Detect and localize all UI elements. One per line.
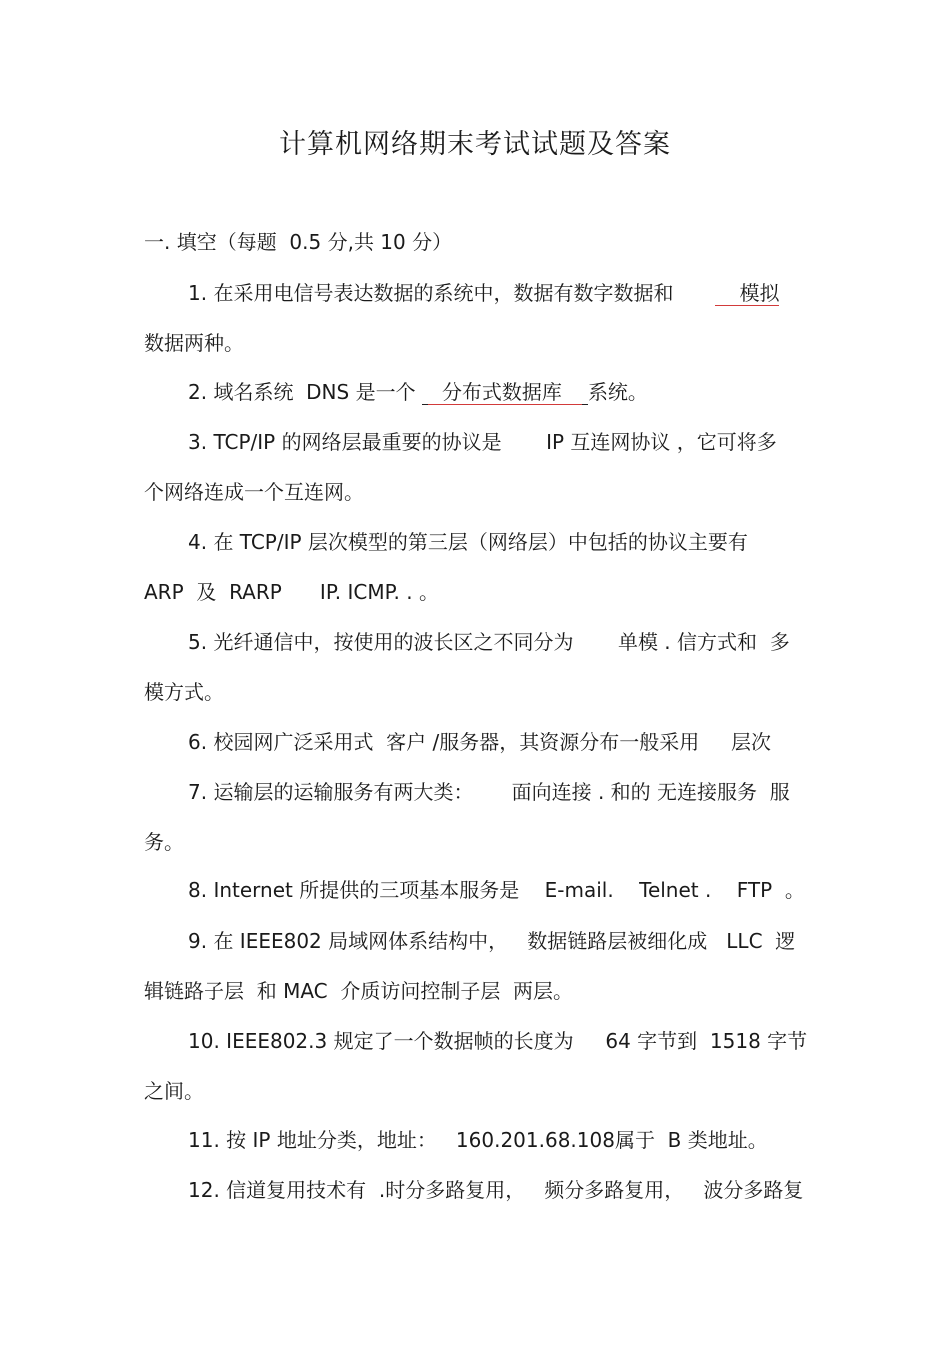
question-7-line-2: 务。 <box>144 830 184 854</box>
question-9-line-1: 9. 在 IEEE802 局域网体系结构中， 数据链路层被细化成 LLC 逻 <box>188 929 796 953</box>
question-6-line-1: 6. 校园网广泛采用式 客户 /服务器，其资源分布一般采用 层次 <box>188 730 772 754</box>
question-4-line-1: 4. 在 TCP/IP 层次模型的第三层（网络层）中包括的协议主要有 <box>188 530 748 554</box>
question-7-line-1: 7. 运输层的运输服务有两大类： 面向连接 . 和的 无连接服务 服 <box>188 780 790 804</box>
question-3-line-1: 3. TCP/IP 的网络层最重要的协议是 IP 互连网协议 ，它可将多 <box>188 430 777 454</box>
question-1-line-2: 数据两种。 <box>144 331 244 355</box>
question-3-line-2: 个网络连成一个互连网。 <box>144 480 364 504</box>
page-title: 计算机网络期末考试试题及答案 <box>279 129 671 160</box>
section-heading: 一. 填空（每题 0.5 分,共 10 分） <box>144 230 453 254</box>
question-12-line-1: 12. 信道复用技术有 .时分多路复用， 频分多路复用， 波分多路复 <box>188 1178 804 1202</box>
question-1-line-1 <box>188 279 779 307</box>
question-9-line-2: 辑链路子层 和 MAC 介质访问控制子层 两层。 <box>144 979 574 1003</box>
question-5-line-1: 5. 光纤通信中，按使用的波长区之不同分为 单模 . 信方式和 多 <box>188 630 790 654</box>
question-10-line-2: 之间。 <box>144 1079 204 1103</box>
question-8-line-1: 8. Internet 所提供的三项基本服务是 E-mail. Telnet . FTP 。 <box>188 878 805 902</box>
question-4-line-2: ARP 及 RARP IP. ICMP. . 。 <box>144 580 439 604</box>
question-5-line-2: 模方式。 <box>144 680 224 704</box>
question-2-answer: 分布式数据库 <box>422 380 588 405</box>
question-11-line-1: 11. 按 IP 地址分类，地址： 160.201.68.108属于 B 类地址。 <box>188 1128 768 1152</box>
question-2-line: 2. 域名系统 DNS 是一个 分布式数据库 系统。 <box>188 380 648 404</box>
question-1-text: 1. 在采用电信号表达数据的系统中，数据有数字数据和 <box>188 281 674 305</box>
question-10-line-1: 10. IEEE802.3 规定了一个数据帧的长度为 64 字节到 1518 字节 <box>188 1029 808 1053</box>
question-1-answer: 模拟 <box>715 279 779 307</box>
